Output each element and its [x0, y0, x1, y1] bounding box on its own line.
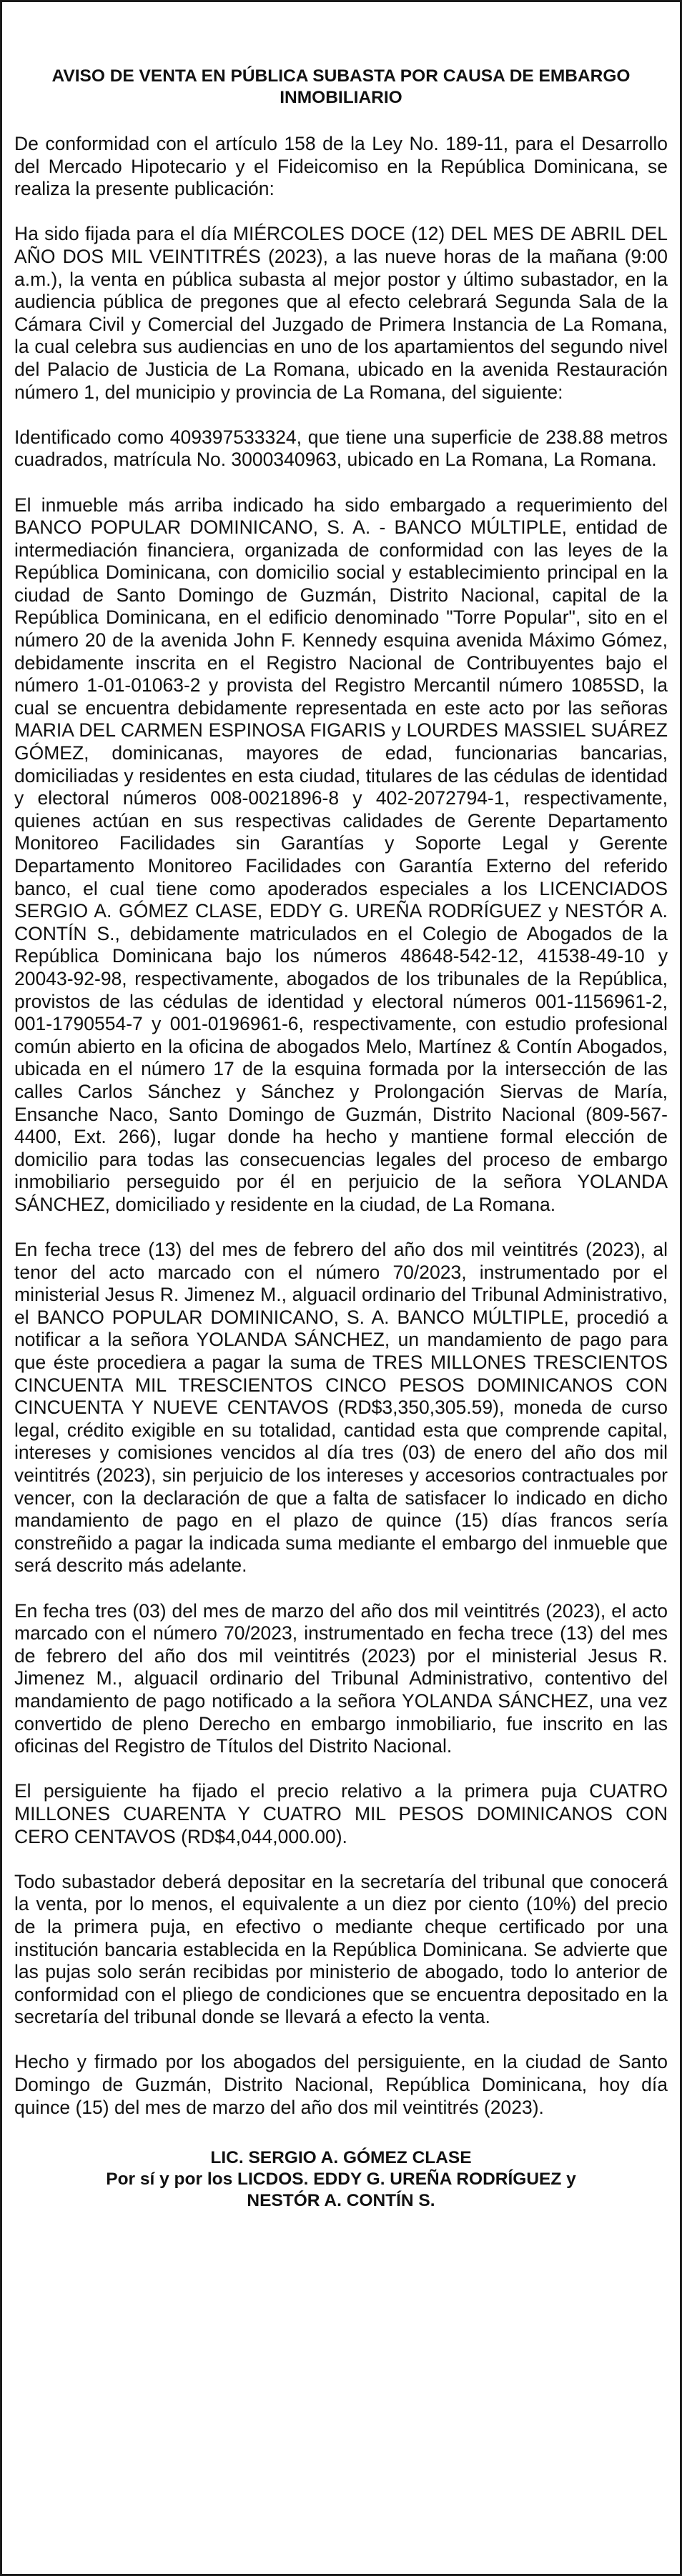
- property-description-paragraph: Identificado como 409397533324, que tiene una superficie de 238.88 metros cuadrados, matrícula No. 3000340963, ubicado en La Romana, La Romana.: [14, 426, 668, 471]
- signature-line-2: Por sí y por los LICDOS. EDDY G. UREÑA RODRÍGUEZ y: [106, 2170, 576, 2190]
- signature-line-1: LIC. SERGIO A. GÓMEZ CLASE: [210, 2148, 472, 2168]
- payment-order-paragraph: En fecha trece (13) del mes de febrero del año dos mil veintitrés (2023), al tenor del acto marcado con el número 70/2023, instrumentado por el ministerial Jesus R. Jimenez M., alguacil ordinario del Tribunal Administrativo, el BANCO POPULAR DOMINICANO, S. A. BANCO MÚLTIPLE, procedió a notificar a la señora YOLANDA SÁNCHEZ, un mandamiento de pago para que éste procediera a pagar la suma de TRES MILLONES TRESCIENTOS CINCUENTA MIL TRESCIENTOS CINCO PESOS DOMINICANOS CON CINCUENTA Y NUEVE CENTAVOS (RD$3,350,305.59), moneda de curso legal, crédito exigible en su totalidad, cantidad esta que comprende capital, intereses y comisiones vencidos al día tres (03) de enero del año dos mil veintitrés (2023), sin perjuicio de los intereses y accesorios contractuales por vencer, con la declaración de que a falta de satisfacer lo indicado en dicho mandamiento de pago en el plazo de quince (15) días francos sería constreñido a pagar la indicada suma mediante el embargo del inmueble que será descrito más adelante.: [14, 1239, 668, 1577]
- registration-paragraph: En fecha tres (03) del mes de marzo del año dos mil veintitrés (2023), el acto marcado con el número 70/2023, instrumentado en fecha trece (13) del mes de febrero del año dos mil veintitrés (2023) por el ministerial Jesus R. Jimenez M., alguacil ordinario del Tribunal Administrativo, contentivo del mandamiento de pago notificado a la señora YOLANDA SÁNCHEZ, una vez convertido de pleno Derecho en embargo inmobiliario, fue inscrito en las oficinas del Registro de Títulos del Distrito Nacional.: [14, 1599, 668, 1757]
- signature-line-3: NESTÓR A. CONTÍN S.: [247, 2191, 435, 2211]
- signature-block: [14, 2147, 668, 2212]
- opening-bid-paragraph: El persiguiente ha fijado el precio relativo a la primera puja CUATRO MILLONES CUARENTA Y CUATRO MIL PESOS DOMINICANOS CON CERO CENTAVOS (RD$4,044,000.00).: [14, 1780, 668, 1847]
- creditor-paragraph: El inmueble más arriba indicado ha sido embargado a requerimiento del BANCO POPULAR DOMINICANO, S. A. - BANCO MÚLTIPLE, entidad de intermediación financiera, organizada de conformidad con las leyes de la República Dominicana, con domicilio social y establecimiento principal en la ciudad de Santo Domingo de Guzmán, Distrito Nacional, capital de la República Dominicana, en el edificio denominado "Torre Popular", sito en el número 20 de la avenida John F. Kennedy esquina avenida Máximo Gómez, debidamente inscrita en el Registro Nacional de Contribuyentes bajo el número 1-01-01063-2 y provista del Registro Mercantil número 1085SD, la cual se encuentra debidamente representada en este acto por las señoras MARIA DEL CARMEN ESPINOSA FIGARIS y LOURDES MASSIEL SUÁREZ GÓMEZ, dominicanas, mayores de edad, funcionarias bancarias, domiciliadas y residentes en esta ciudad, titulares de las cédulas de identidad y electoral números 008-0021896-8 y 402-2072794-1, respectivamente, quienes actúan en sus respectivas calidades de Gerente Departamento Monitoreo Facilidades sin Garantías y Soporte Legal y Gerente Departamento Monitoreo Facilidades con Garantía Externo del referido banco, el cual tiene como apoderados especiales a los LICENCIADOS SERGIO A. GÓMEZ CLASE, EDDY G. UREÑA RODRÍGUEZ y NESTÓR A. CONTÍN S., debidamente matriculados en el Colegio de Abogados de la República Dominicana bajo los números 48648-542-12, 41538-49-10 y 20043-92-98, respectivamente, abogados de los tribunales de la República, provistos de las cédulas de identidad y electoral números 001-1156961-2, 001-1790554-7 y 001-0196961-6, respectivamente, con estudio profesional común abierto en la oficina de abogados Melo, Martínez & Contín Abogados, ubicada en el número 17 de la esquina formada por la intersección de las calles Carlos Sánchez y Sánchez y Prolongación Siervas de María, Ensanche Naco, Santo Domingo de Guzmán, Distrito Nacional (809-567-4400, Ext. 266), lugar donde ha hecho y mantiene formal elección de domicilio para todas las consecuencias legales del proceso de embargo inmobiliario perseguido por él en perjuicio de la señora YOLANDA SÁNCHEZ, domiciliado y residente en la ciudad, de La Romana.: [14, 494, 668, 1215]
- legal-basis-paragraph: De conformidad con el artículo 158 de la Ley No. 189-11, para el Desarrollo del Mercado Hipotecario y el Fideicomiso en la República Dominicana, se realiza la presente publicación:: [14, 133, 668, 200]
- notice-title: AVISO DE VENTA EN PÚBLICA SUBASTA POR CAUSA DE EMBARGO INMOBILIARIO: [51, 66, 631, 107]
- deposit-paragraph: Todo subastador deberá depositar en la secretaría del tribunal que conocerá la venta, por lo menos, el equivalente a un diez por ciento (10%) del precio de la primera puja, en efectivo o mediante cheque certificado por una institución bancaria establecida en la República Dominicana. Se advierte que las pujas solo serán recibidas por ministerio de abogado, todo lo anterior de conformidad con el pliego de condiciones que se encuentra depositado en la secretaría del tribunal donde se llevará a efecto la venta.: [14, 1870, 668, 2028]
- notice-body: [14, 66, 668, 2212]
- signed-paragraph: Hecho y firmado por los abogados del persiguiente, en la ciudad de Santo Domingo de Guzmán, Distrito Nacional, República Dominicana, hoy día quince (15) del mes de marzo del año dos mil veintitrés (2023).: [14, 2051, 668, 2118]
- auction-date-paragraph: Ha sido fijada para el día MIÉRCOLES DOCE (12) DEL MES DE ABRIL DEL AÑO DOS MIL VEINTITRÉS (2023), a las nueve horas de la mañana (9:00 a.m.), la venta en pública subasta al mejor postor y último subastador, en la audiencia pública de pregones que al efecto celebrará Segunda Sala de la Cámara Civil y Comercial del Juzgado de Primera Instancia de La Romana, la cual celebra sus audiencias en uno de los apartamientos del segundo nivel del Palacio de Justicia de La Romana, ubicado en la avenida Restauración número 1, del municipio y provincia de La Romana, del siguiente:: [14, 223, 668, 403]
